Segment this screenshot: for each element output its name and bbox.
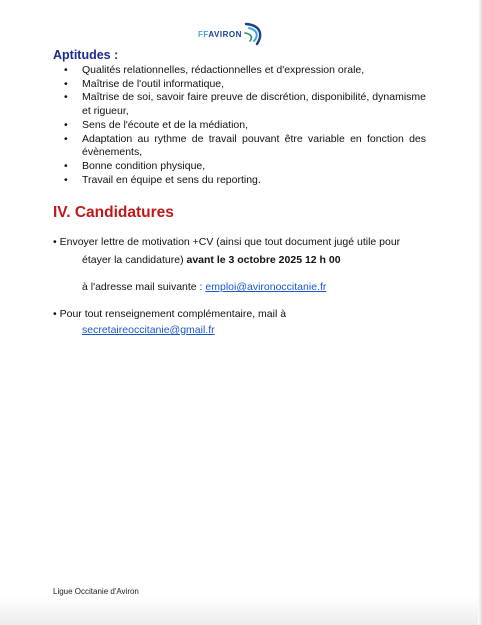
list-item-text: Qualités relationnelles, rédactionnelles et d'expression orale, — [82, 64, 365, 76]
bullet-glyph: • — [64, 132, 68, 145]
page-bottom-shade — [0, 597, 482, 625]
candidature-item-1-text: Envoyer lettre de motivation +CV (ainsi que tout document jugé utile pour — [59, 236, 401, 248]
logo-name: AVIRON — [208, 29, 242, 39]
list-item-text: Sens de l'écoute et de la médiation, — [82, 118, 249, 131]
list-item — [64, 133, 426, 160]
bullet-glyph: • — [64, 173, 68, 186]
candidature-item-2-text: Pour tout renseignement complémentaire, mail à — [59, 308, 287, 320]
candidature-item-2-line-1 — [53, 308, 286, 321]
candidature-item-1-line-1 — [53, 236, 400, 249]
bullet-glyph: • — [64, 159, 68, 172]
page-footer: Ligue Occitanie d'Aviron — [53, 587, 139, 596]
email-link-secretaire[interactable]: secretaireoccitanie@gmail.fr — [82, 324, 215, 336]
page-edge — [478, 0, 482, 625]
candidature-item-1-continuation: étayer la candidature) — [82, 254, 184, 266]
bullet-glyph: • — [64, 64, 68, 76]
list-item — [64, 160, 426, 174]
list-item — [64, 174, 426, 188]
logo-prefix: FF — [198, 29, 209, 39]
ffaviron-logo — [198, 20, 265, 48]
list-item — [64, 78, 426, 92]
bullet-glyph: • — [64, 91, 68, 104]
address-label: à l'adresse mail suivante : — [82, 281, 203, 293]
email-link-emploi[interactable]: emploi@avironoccitanie.fr — [205, 281, 327, 293]
list-item — [64, 64, 426, 78]
aptitudes-list — [64, 64, 426, 187]
list-item-text: Travail en équipe et sens du reporting. — [82, 173, 261, 186]
candidature-item-1-address — [82, 281, 326, 294]
rowing-swoosh-icon — [243, 21, 265, 47]
candidature-item-1-line-2 — [82, 254, 341, 267]
list-item — [64, 119, 426, 133]
candidature-item-2-email — [82, 324, 215, 337]
bullet-glyph: • — [53, 308, 57, 320]
list-item-text: Maîtrise de soi, savoir faire preuve de discrétion, disponibilité, dynamisme et rigueur, — [82, 91, 426, 118]
bullet-glyph: • — [64, 77, 68, 90]
list-item-text: Bonne condition physique, — [82, 159, 206, 172]
section-title-candidatures: IV. Candidatures — [53, 204, 174, 221]
list-item — [64, 91, 426, 118]
aptitudes-heading: Aptitudes : — [53, 48, 119, 62]
list-item-text: Maîtrise de l'outil informatique, — [82, 77, 225, 90]
deadline-text: avant le 3 octobre 2025 12 h 00 — [186, 254, 341, 266]
list-item-text: Adaptation au rythme de travail pouvant être variable en fonction des évènements, — [82, 132, 426, 159]
bullet-glyph: • — [64, 118, 68, 131]
bullet-glyph: • — [53, 236, 57, 248]
logo-text — [198, 30, 242, 39]
